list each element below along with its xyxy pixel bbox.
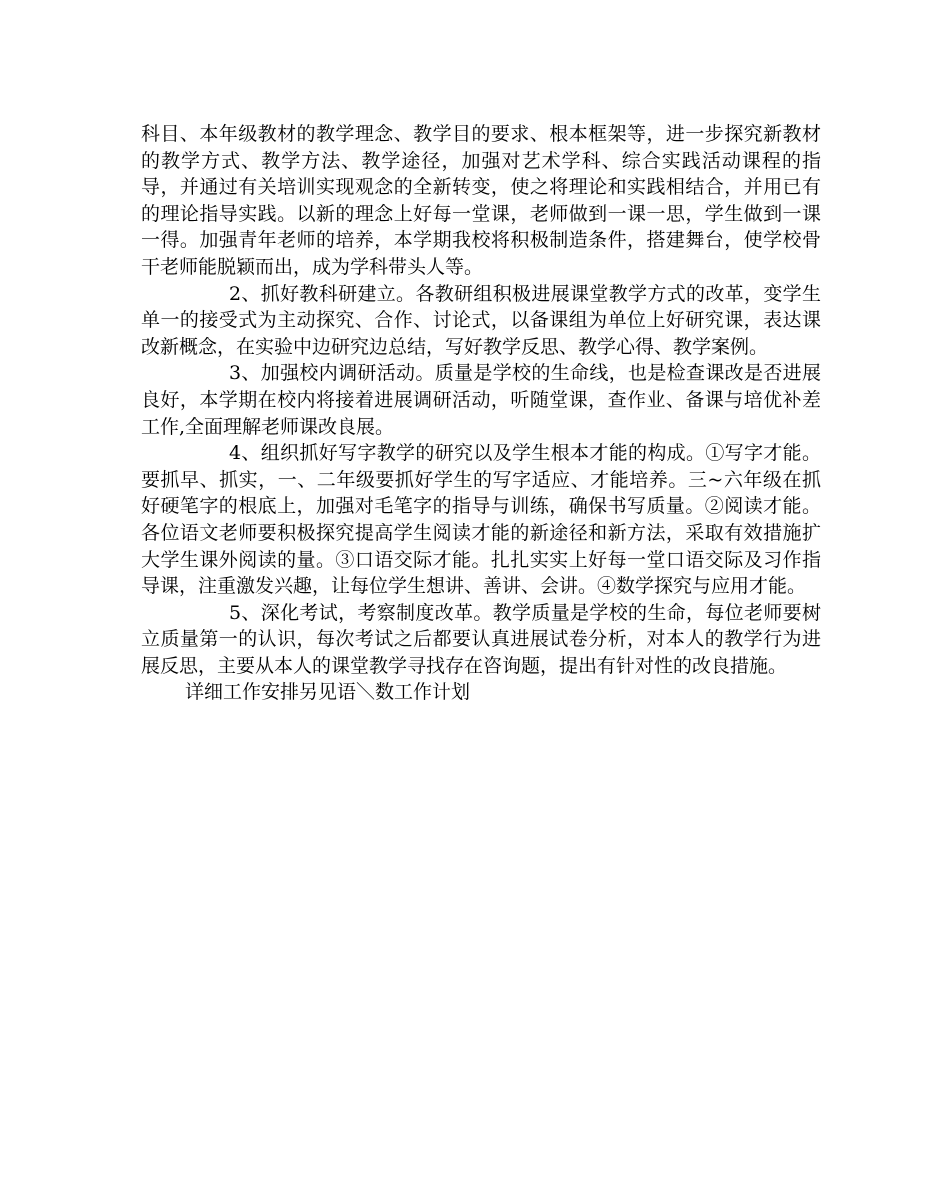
document-body	[141, 121, 821, 706]
paragraph-continuation: 科目、本年级教材的教学理念、教学目的要求、根本框架等，进一步探究新教材的教学方式、教学方法、教学途径，加强对艺术学科、综合实践活动课程的指导，并通过有关培训实现观念的全新转变，使之将理论和实践相结合，并用已有的理论指导实践。以新的理念上好每一堂课，老师做到一课一思，学生做到一课一得。加强青年老师的培养，本学期我校将积极制造条件，搭建舞台，使学校骨干老师能脱颖而出，成为学科带头人等。	[141, 123, 821, 278]
paragraph-item-2: 2、抓好教科研建立。各教研组积极进展课堂教学方式的改革，变学生单一的接受式为主动探究、合作、讨论式，以备课组为单位上好研究课，表达课改新概念，在实验中边研究边总结，写好教学反思、教学心得、教学案例。	[141, 282, 821, 358]
paragraph-item-3: 3、加强校内调研活动。质量是学校的生命线，也是检查课改是否进展良好，本学期在校内将接着进展调研活动，听随堂课，查作业、备课与培优补差工作,全面理解老师课改良展。	[141, 362, 821, 438]
paragraph-closing-note: 详细工作安排另见语＼数工作计划	[185, 681, 471, 704]
paragraph-item-4: 4、组织抓好写字教学的研究以及学生根本才能的构成。①写字才能。要抓早、抓实，一、二年级要抓好学生的写字适应、才能培养。三~六年级在抓好硬笔字的根底上，加强对毛笔字的指导与训练，确保书写质量。②阅读才能。各位语文老师要积极探究提高学生阅读才能的新途径和新方法，采取有效措施扩大学生课外阅读的量。③口语交际才能。扎扎实实上好每一堂口语交际及习作指导课，注重激发兴趣，让每位学生想讲、善讲、会讲。④数学探究与应用才能。	[141, 442, 821, 598]
paragraph-item-5: 5、深化考试，考察制度改革。教学质量是学校的生命，每位老师要树立质量第一的认识，每次考试之后都要认真进展试卷分析，对本人的教学行为进展反思，主要从本人的课堂教学寻找存在咨询题，提出有针对性的改良措施。	[141, 601, 821, 677]
